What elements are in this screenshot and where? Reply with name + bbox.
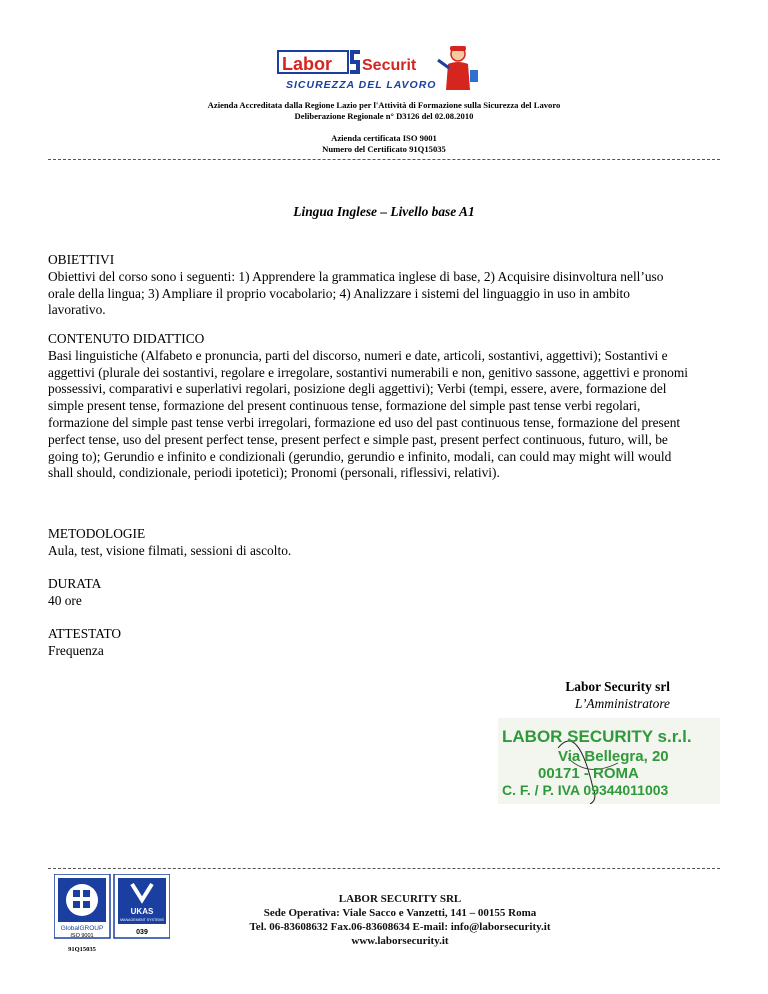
- section-body: Aula, test, visione filmati, sessioni di ascolto.: [48, 542, 292, 558]
- section-heading: OBIETTIVI: [48, 252, 115, 267]
- section-body: 40 ore: [48, 592, 82, 608]
- stamp-line-2: Via Bellegra, 20: [558, 748, 669, 765]
- section-body: Frequenza: [48, 642, 104, 658]
- globalgroup-label: GlobalGROUP: [60, 925, 104, 932]
- ukas-number: 039: [136, 929, 148, 936]
- section-duration: [48, 576, 688, 610]
- iso-label: ISO 9001: [70, 933, 94, 939]
- section-certificate: [48, 626, 688, 660]
- section-heading: ATTESTATO: [48, 626, 122, 641]
- ukas-label: UKAS: [130, 907, 154, 916]
- section-heading: CONTENUTO DIDATTICO: [48, 331, 205, 346]
- footer-website: www.laborsecurity.it: [351, 935, 449, 947]
- logo-text-left: Labor: [282, 54, 333, 74]
- signature-role: L’Amministratore: [575, 696, 670, 711]
- company-logo: [270, 42, 488, 98]
- accreditation-line: Azienda Accreditata dalla Regione Lazio per l'Attività di Formazione sulla Sicurezza del Lavoro: [207, 100, 561, 110]
- ukas-sub-label: MANAGEMENT SYSTEMS: [120, 918, 164, 922]
- certificate-number-line: Numero del Certificato 91Q15035: [322, 144, 446, 154]
- section-body: Obiettivi del corso sono i seguenti: 1) Apprendere la grammatica inglese di base, 2) Acquisire disinvoltura nell’uso orale della lingua; 3) Ampliare il proprio vocabolario; 4) Analizzare i sistemi del linguaggio in uso in ambito lavorativo.: [48, 268, 664, 318]
- company-stamp: [498, 718, 720, 804]
- section-heading: METODOLOGIE: [48, 526, 146, 541]
- section-body: Basi linguistiche (Alfabeto e pronuncia, parti del discorso, numeri e date, articoli, sostantivi, aggettivi); Sostantivi e aggettivi (plurale dei sostantivi, regolare e irregolare, sostantivi numerabili e non, genitivo sassone, aggettivi e pronomi possessivi, comparativi e superlativi regolari, posizione degli aggettivi); Verbi (tempi, essere, avere, formazione del simple present tense, formazione del present continuous tense, formazione del simple past tense verbi regolari, formazione del simple past tense verbi irregolari, formazione ed uso del past continuous tense, formazione del present perfect tense, uso del present perfect tense, present perfect e simple past, present perfect continuous, futuro, will, be going to); Gerundio e infinito e condizionali (gerundio, gerundio e infinito, modali, can could may might will would shall should, condizionale, periodi ipotetici); Pronomi (personali, riflessivi, relativi).: [48, 347, 688, 481]
- stamp-line-1: LABOR SECURITY s.r.l.: [502, 727, 692, 746]
- section-methodologies: [48, 526, 688, 560]
- section-heading: DURATA: [48, 576, 102, 591]
- certificate-number: 91Q15035: [68, 946, 96, 953]
- footer-address: Sede Operativa: Viale Sacco e Vanzetti, 141 – 00155 Roma: [263, 907, 537, 919]
- footer-contacts: Tel. 06-83608632 Fax.06-83608634 E-mail: info@laborsecurity.it: [249, 921, 551, 933]
- logo-tagline: SICUREZZA DEL LAVORO: [286, 79, 437, 91]
- stamp-line-4: C. F. / P. IVA 09344011003: [502, 782, 669, 798]
- footer-company: LABOR SECURITY SRL: [338, 893, 462, 905]
- deliberation-line: Deliberazione Regionale n° D3126 del 02.08.2010: [294, 111, 474, 121]
- header-divider: [48, 159, 720, 160]
- course-title: Lingua Inglese – Livello base A1: [293, 204, 475, 219]
- section-content: [48, 331, 688, 482]
- iso-certified-line: Azienda certificata ISO 9001: [331, 133, 437, 143]
- certification-logos: [54, 874, 170, 946]
- section-objectives: [48, 252, 688, 319]
- footer-divider: [48, 868, 720, 869]
- signature-company: Labor Security srl: [565, 679, 670, 694]
- stamp-line-3: 00171 - ROMA: [538, 765, 639, 782]
- logo-text-right: Securit: [362, 57, 417, 74]
